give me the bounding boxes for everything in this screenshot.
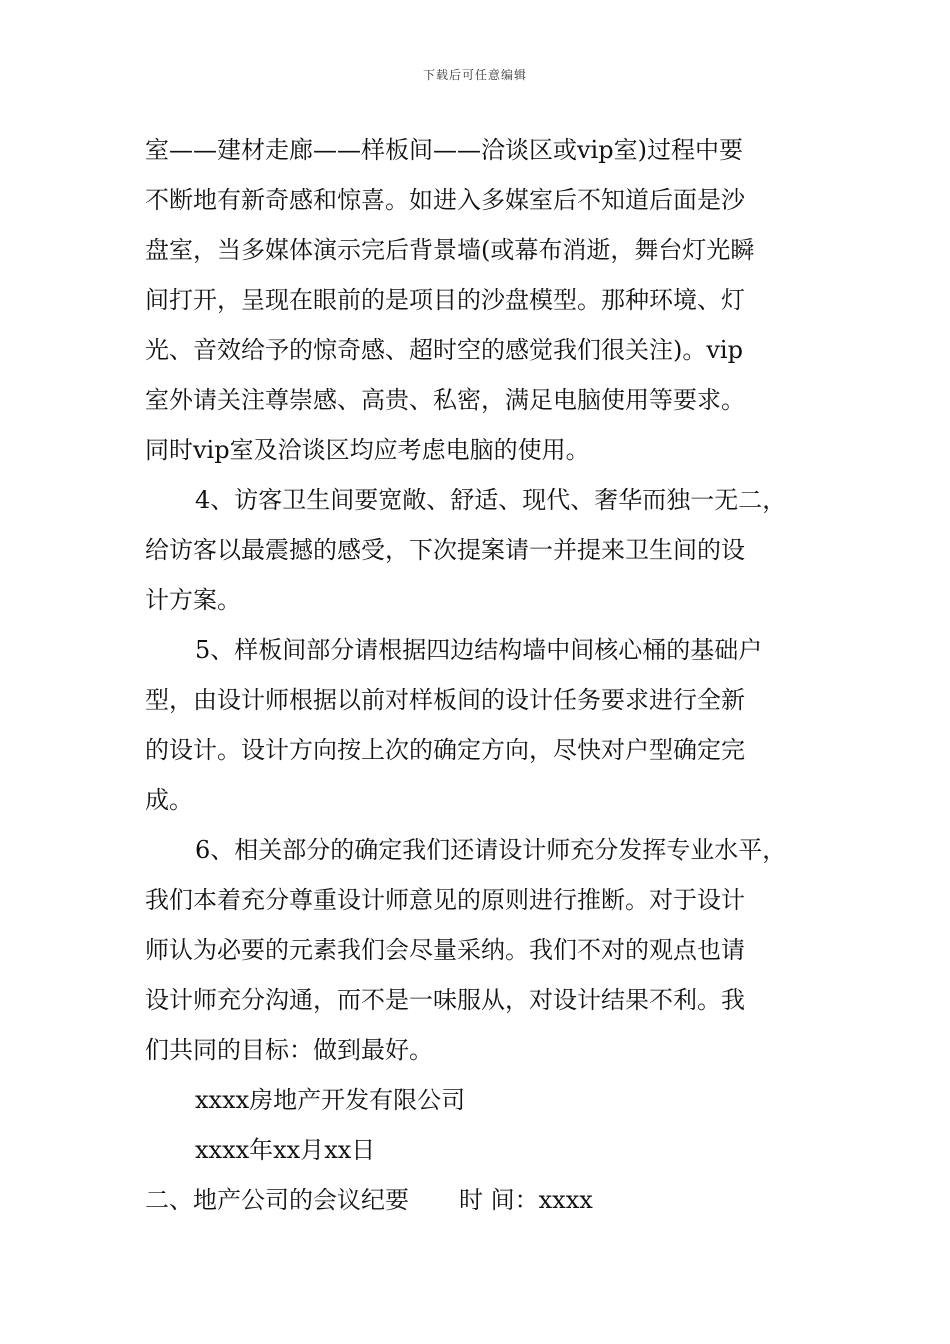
- section-heading: [145, 1175, 815, 1225]
- paragraph-line: 4、访客卫生间要宽敞、舒适、现代、奢华而独一无二，: [195, 486, 787, 514]
- paragraph-line: 型，由设计师根据以前对样板间的设计任务要求进行全新: [145, 686, 745, 714]
- paragraph-line: 设计师充分沟通，而不是一味服从，对设计结果不利。我: [145, 986, 745, 1014]
- document-body: [145, 125, 815, 1225]
- paragraph-line: 的设计。设计方向按上次的确定方向，尽快对户型确定完: [145, 736, 745, 764]
- paragraph-line: 不断地有新奇感和惊喜。如进入多媒室后不知道后面是沙: [145, 186, 745, 214]
- paragraph-line: 们共同的目标：做到最好。: [145, 1036, 433, 1064]
- section-heading-title: 二、地产公司的会议纪要: [145, 1186, 409, 1214]
- paragraph: [145, 475, 815, 625]
- paragraph-line: 师认为必要的元素我们会尽量采纳。我们不对的观点也请: [145, 936, 745, 964]
- paragraph-line: 室外请关注尊崇感、高贵、私密，满足电脑使用等要求。: [145, 386, 745, 414]
- paragraph-line: 给访客以最震撼的感受，下次提案请一并提来卫生间的设: [145, 536, 745, 564]
- paragraph: [145, 825, 815, 1075]
- paragraph-line: 同时vip室及洽谈区均应考虑电脑的使用。: [145, 436, 590, 464]
- paragraph: [145, 125, 815, 475]
- paragraph-line: 5、样板间部分请根据四边结构墙中间核心桶的基础户: [195, 636, 763, 664]
- paragraph-line: 间打开，呈现在眼前的是项目的沙盘模型。那种环境、灯: [145, 286, 745, 314]
- page-header: 下载后可任意编辑: [422, 68, 527, 82]
- paragraph-line: 计方案。: [145, 586, 241, 614]
- paragraph-line: 室——建材走廊——样板间——洽谈区或vip室)过程中要: [145, 136, 743, 164]
- paragraph-list: [145, 125, 815, 1075]
- paragraph-line: 光、音效给予的惊奇感、超时空的感觉我们很关注)。vip: [145, 336, 743, 364]
- meeting-time: 时 间：xxxx: [459, 1186, 593, 1214]
- paragraph-line: 盘室，当多媒体演示完后背景墙(或幕布消逝，舞台灯光瞬: [145, 236, 755, 264]
- paragraph-line: 6、相关部分的确定我们还请设计师充分发挥专业水平，: [195, 836, 787, 864]
- paragraph: [145, 625, 815, 825]
- paragraph-line: 成。: [145, 786, 193, 814]
- paragraph-line: 我们本着充分尊重设计师意见的原则进行推断。对于设计: [145, 886, 745, 914]
- signature-company: xxxx房地产开发有限公司: [195, 1086, 466, 1114]
- signature-date: xxxx年xx月xx日: [195, 1136, 376, 1164]
